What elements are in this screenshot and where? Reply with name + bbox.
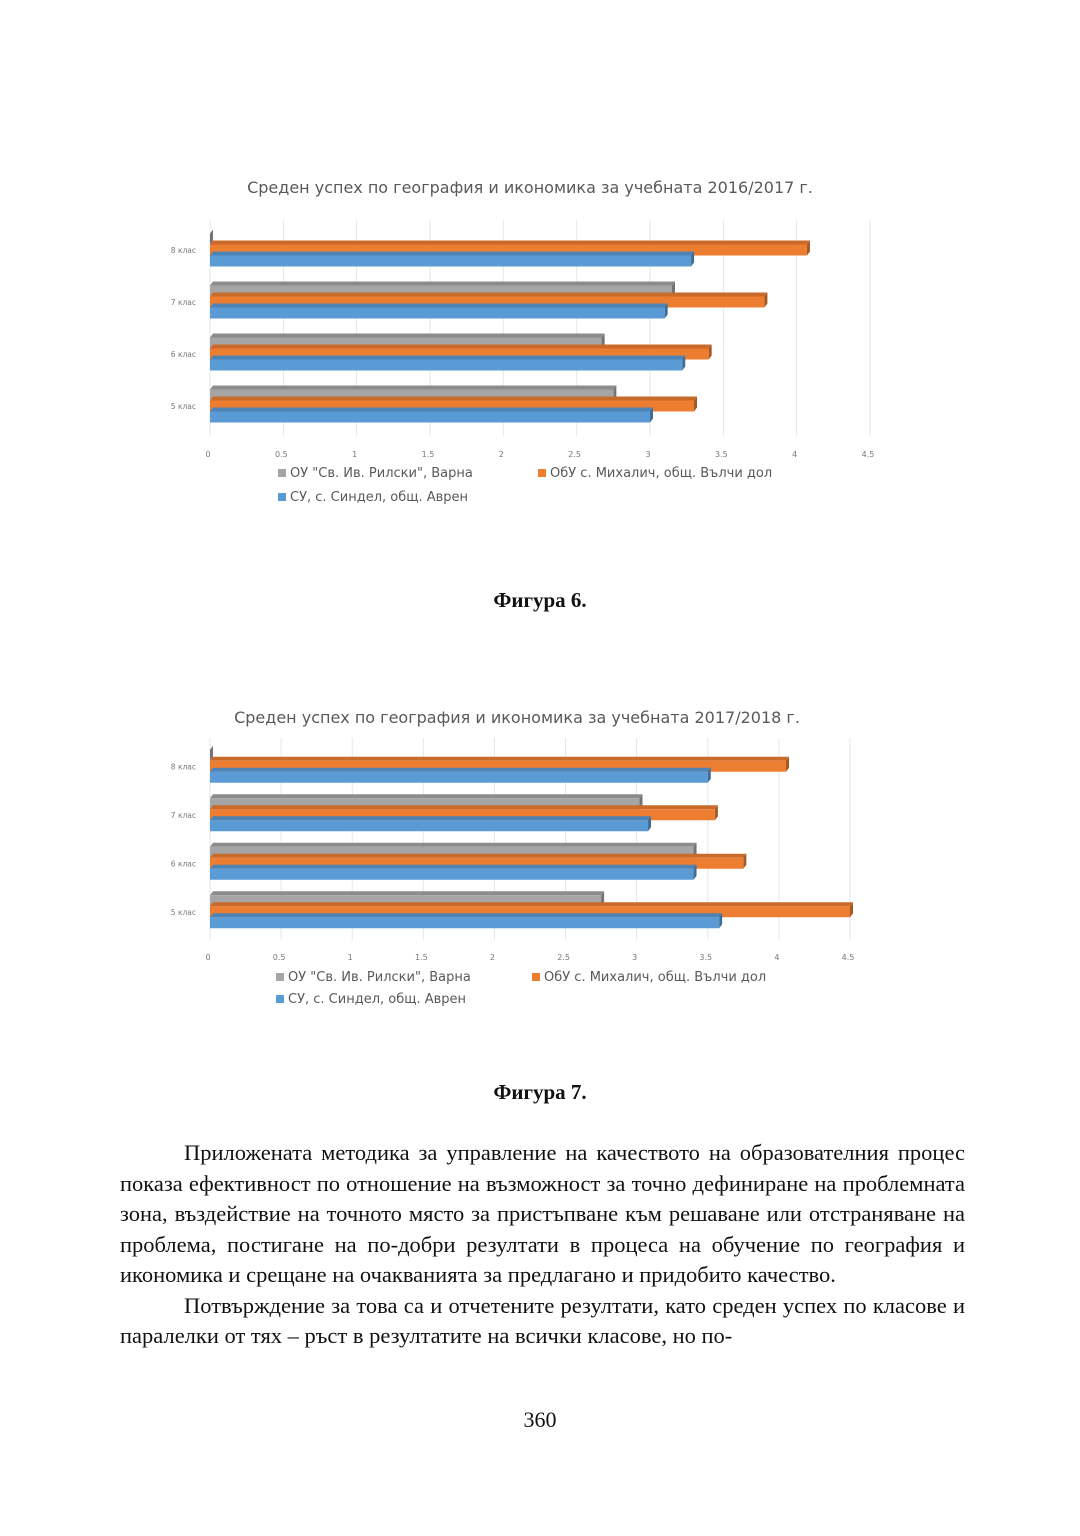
x-tick-label: 3.5 (714, 450, 728, 459)
x-tick-label: 2.5 (557, 953, 570, 962)
legend-label: СУ, с. Синдел, общ. Аврен (290, 490, 469, 505)
legend-label: ОбУ с. Михалич, общ. Вълчи дол (550, 466, 773, 481)
bar-top (210, 794, 643, 798)
bar-top (210, 304, 668, 308)
x-tick-label: 4.5 (841, 953, 855, 962)
legend-swatch (278, 469, 286, 477)
chart-1 (150, 170, 910, 530)
figure-6-caption: Фигура 6. (493, 588, 587, 612)
bar-top (210, 757, 789, 761)
x-tick-label: 2 (489, 953, 495, 962)
paragraph-1: Приложената методика за управление на качеството на образователния процес показа ефективност по отношение на възможност за точно дефиниране на проблемната зона, въздействие на точното място за пристъпване към решаване или отстраняване на проблема, постигане на по-добри резултати в процеса на обучение по география и икономика и срещане на очакванията за предлагано и придобито качество. (120, 1140, 965, 1287)
bar-top (210, 865, 697, 869)
x-tick-label: 4 (774, 953, 780, 962)
legend-label: ОбУ с. Михалич, общ. Вълчи дол (544, 970, 767, 985)
legend-swatch (278, 493, 286, 501)
y-category-label: 8 клас (170, 762, 196, 772)
chart-2-title: Среден успех по география и икономика за учебната 2017/2018 г. (234, 708, 800, 727)
x-tick-label: 3 (632, 953, 638, 962)
x-tick-label: 2.5 (568, 450, 582, 459)
bar (210, 820, 648, 831)
x-tick-label: 3.5 (699, 953, 713, 962)
bar (210, 412, 650, 423)
bar-top (210, 902, 853, 906)
bar (210, 308, 665, 319)
x-tick-label: 0 (205, 450, 211, 459)
bar (210, 917, 719, 928)
y-category-label: 7 клас (170, 810, 196, 820)
x-tick-label: 4.5 (861, 450, 875, 459)
bar (210, 869, 694, 880)
y-category-label: 5 клас (170, 402, 196, 411)
x-tick-label: 1 (352, 450, 358, 459)
paragraph-2: Потвърждение за това са и отчетените резултати, като среден успех по класове и паралелки от тях – ръст в резултатите на всички класове, но по- (120, 1292, 965, 1348)
bar-top (210, 913, 722, 917)
x-tick-label: 2 (498, 450, 504, 459)
x-tick-label: 1 (347, 953, 353, 962)
figure-7-caption: Фигура 7. (493, 1080, 587, 1104)
x-tick-label: 0.5 (274, 450, 288, 459)
x-tick-label: 1.5 (414, 953, 428, 962)
legend-swatch (276, 973, 284, 981)
bar-top (210, 334, 605, 338)
x-tick-label: 0 (205, 953, 211, 962)
chart-1-title: Среден успех по география и икономика за учебната 2016/2017 г. (247, 178, 813, 197)
y-category-label: 6 клас (170, 859, 196, 869)
page-number: 360 (523, 1407, 557, 1432)
bar-top (210, 345, 712, 349)
legend-swatch (276, 995, 284, 1003)
bar (210, 256, 691, 267)
legend-swatch (532, 973, 540, 981)
chart-2 (150, 700, 910, 1040)
legend-label: ОУ "Св. Ив. Рилски", Варна (288, 970, 471, 985)
chart-1-plot (150, 210, 910, 550)
bar-top (210, 252, 694, 256)
bar-top (210, 282, 675, 286)
bar-top (210, 816, 651, 820)
x-tick-label: 4 (792, 450, 798, 459)
bar-top (210, 397, 697, 401)
x-tick-label: 0.5 (272, 953, 286, 962)
y-category-label: 7 клас (170, 298, 196, 307)
bar-top (210, 891, 604, 895)
legend-label: ОУ "Св. Ив. Рилски", Варна (290, 466, 473, 481)
bar-top (210, 293, 767, 297)
y-category-label: 6 клас (170, 350, 196, 359)
bar-top (210, 386, 616, 390)
bar-top (210, 768, 711, 772)
legend-swatch (538, 469, 546, 477)
bar (210, 360, 682, 371)
y-category-label: 8 клас (170, 246, 196, 255)
bar-top (210, 356, 685, 360)
chart-2-plot (150, 736, 910, 1056)
legend-label: СУ, с. Синдел, общ. Аврен (288, 992, 467, 1007)
bar-top (210, 241, 810, 245)
bar-top (210, 805, 718, 809)
bar-top (210, 854, 746, 858)
y-category-label: 5 клас (170, 907, 196, 917)
x-tick-label: 1.5 (421, 450, 435, 459)
bar-top (210, 843, 697, 847)
bar (210, 772, 708, 783)
body-text (120, 1138, 965, 1352)
x-tick-label: 3 (645, 450, 651, 459)
bar-top (210, 408, 653, 412)
